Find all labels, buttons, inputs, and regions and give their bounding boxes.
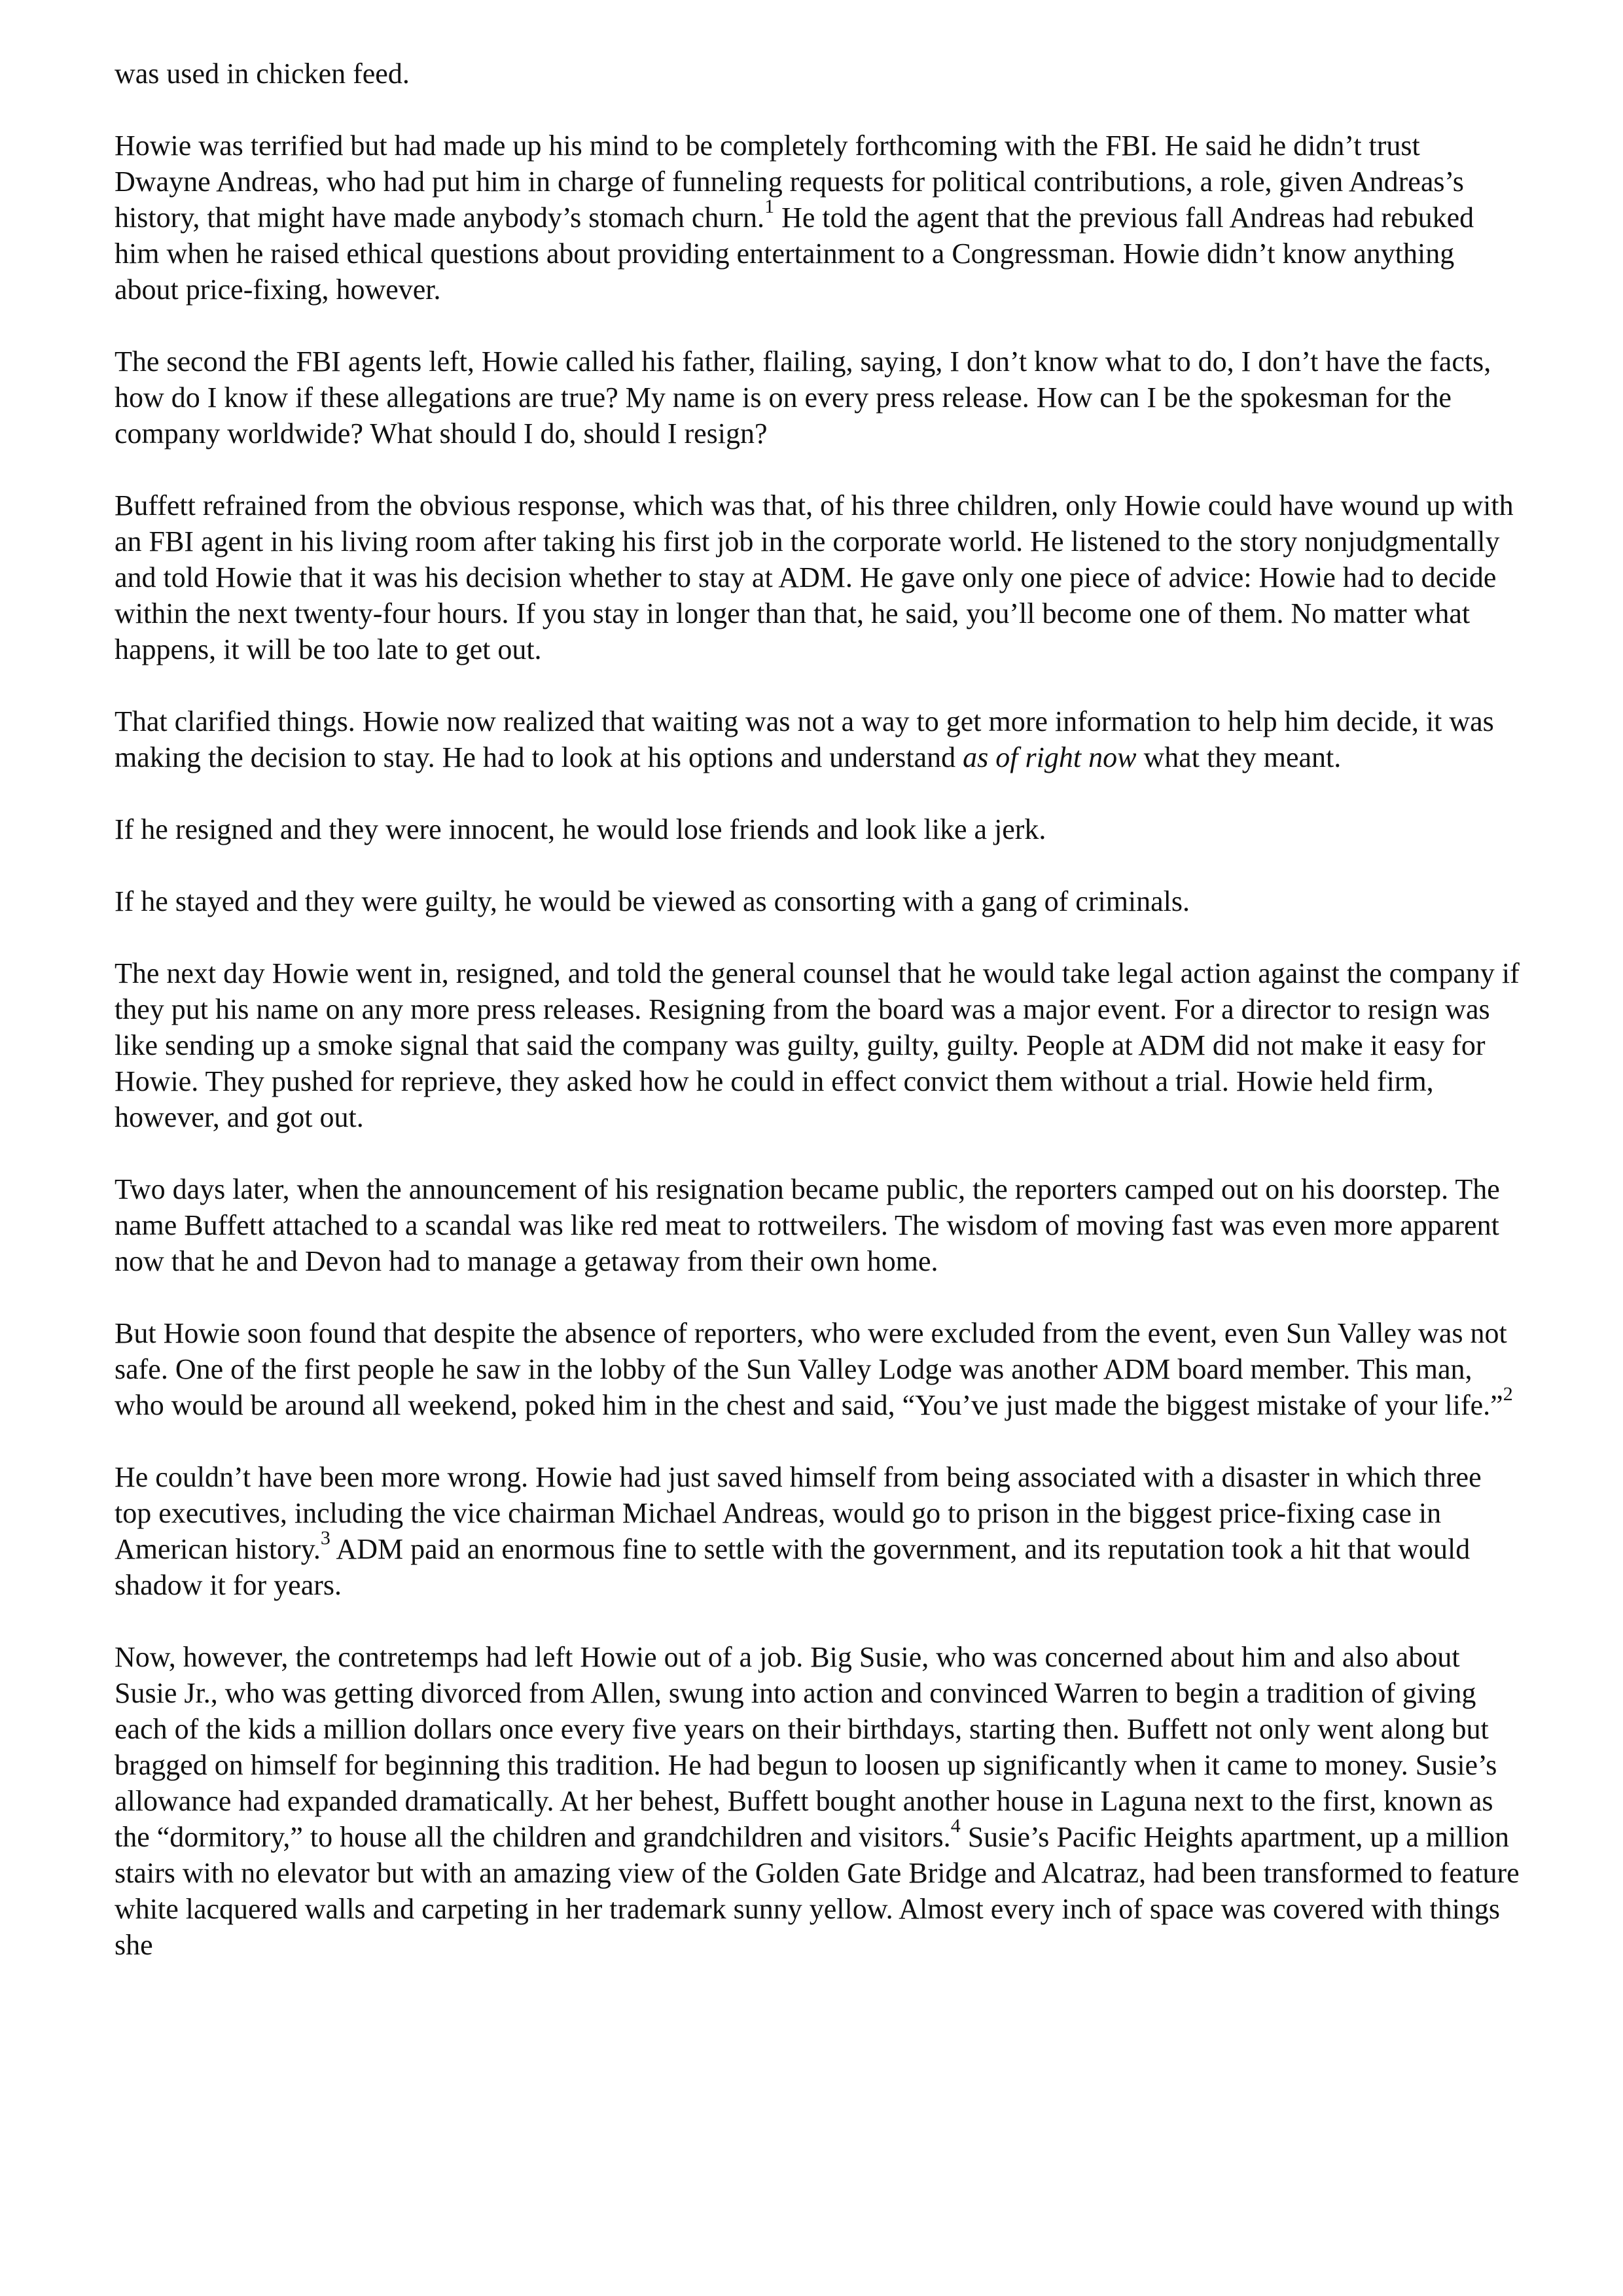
paragraph-8 (115, 955, 1522, 1135)
paragraph-text-continued: ADM paid an enormous fine to settle with the government, and its reputation took a hit that would shadow it for years. (115, 1533, 1471, 1601)
paragraph-12 (115, 1639, 1522, 1963)
footnote-marker: 4 (950, 1815, 961, 1837)
paragraph-text: Howie was terrified but had made up his mind to be completely forthcoming with the FBI. He said he didn’t trust Dwayne Andreas, who had put him in charge of funneling requests for political contributions, a role, given Andreas’s history, that might have made anybody’s stomach churn. (115, 130, 1464, 234)
paragraph-4 (115, 487, 1522, 667)
paragraph-2 (115, 128, 1522, 308)
paragraph-3 (115, 344, 1522, 451)
paragraph-7 (115, 883, 1522, 919)
paragraph-text: If he stayed and they were guilty, he would be viewed as consorting with a gang of criminals. (115, 885, 1190, 917)
footnote-marker: 2 (1503, 1383, 1513, 1405)
document-page (115, 56, 1522, 1999)
paragraph-text: He couldn’t have been more wrong. Howie had just saved himself from being associated with a disaster in which three top executives, including the vice chairman Michael Andreas, would go to prison in the biggest price-fixing case in American history. (115, 1461, 1482, 1565)
paragraph-text: Two days later, when the announcement of his resignation became public, the reporters camped out on his doorstep. The name Buffett attached to a scandal was like red meat to rottweilers. The wisdom of moving fast was even more apparent now that he and Devon had to manage a getaway from their own home. (115, 1173, 1500, 1277)
footnote-marker: 3 (320, 1527, 330, 1549)
paragraph-1 (115, 56, 1522, 92)
paragraph-text: The next day Howie went in, resigned, and told the general counsel that he would take legal action against the company if they put his name on any more press releases. Resigning from the board was a major event. For a director to resign was like sending up a smoke signal that said the company was guilty, guilty, guilty. People at ADM did not make it easy for Howie. They pushed for reprieve, they asked how he could in effect convict them without a trial. Howie held firm, however, and got out. (115, 957, 1520, 1133)
paragraph-5 (115, 703, 1522, 775)
paragraph-10 (115, 1315, 1522, 1423)
footnote-marker: 1 (764, 196, 775, 218)
paragraph-6 (115, 811, 1522, 847)
paragraph-text: If he resigned and they were innocent, he would lose friends and look like a jerk. (115, 813, 1046, 845)
paragraph-text: But Howie soon found that despite the absence of reporters, who were excluded from the event, even Sun Valley was not safe. One of the first people he saw in the lobby of the Sun Valley Lodge was another ADM board member. This man, who would be around all weekend, poked him in the chest and said, “You’ve just made the biggest mistake of your life.” (115, 1317, 1507, 1421)
paragraph-text-continued: Susie’s Pacific Heights apartment, up a million stairs with no elevator but with an amazing view of the Golden Gate Bridge and Alcatraz, had been transformed to feature white lacquered walls and carpeting in her trademark sunny yellow. Almost every inch of space was covered with things she (115, 1821, 1520, 1961)
paragraph-text-continued: what they meant. (1136, 741, 1342, 773)
paragraph-text: Buffett refrained from the obvious response, which was that, of his three children, only Howie could have wound up with an FBI agent in his living room after taking his first job in the corporate world. He listened to the story nonjudgmentally and told Howie that it was his decision whether to stay at ADM. He gave only one piece of advice: Howie had to decide within the next twenty-four hours. If you stay in longer than that, he said, you’ll become one of them. No matter what happens, it will be too late to get out. (115, 489, 1514, 665)
paragraph-9 (115, 1171, 1522, 1279)
paragraph-text: Now, however, the contretemps had left Howie out of a job. Big Susie, who was concerned about him and also about Susie Jr., who was getting divorced from Allen, swung into action and convinced Warren to begin a tradition of giving each of the kids a million dollars once every five years on their birthdays, starting then. Buffett not only went along but bragged on himself for beginning this tradition. He had begun to loosen up significantly when it came to money. Susie’s allowance had expanded dramatically. At her behest, Buffett bought another house in Laguna next to the first, known as the “dormitory,” to house all the children and grandchildren and visitors. (115, 1641, 1497, 1853)
paragraph-text: The second the FBI agents left, Howie called his father, flailing, saying, I don’t know what to do, I don’t have the facts, how do I know if these allegations are true? My name is on every press release. How can I be the spokesman for the company worldwide? What should I do, should I resign? (115, 345, 1491, 450)
paragraph-text: was used in chicken feed. (115, 58, 410, 90)
paragraph-11 (115, 1459, 1522, 1603)
paragraph-text: That clarified things. Howie now realized that waiting was not a way to get more information to help him decide, it was making the decision to stay. He had to look at his options and understand (115, 705, 1494, 773)
italic-phrase: as of right now (963, 741, 1137, 773)
paragraph-text-continued: He told the agent that the previous fall Andreas had rebuked him when he raised ethical questions about providing entertainment to a Congressman. Howie didn’t know anything about price-fixing, however. (115, 202, 1474, 306)
